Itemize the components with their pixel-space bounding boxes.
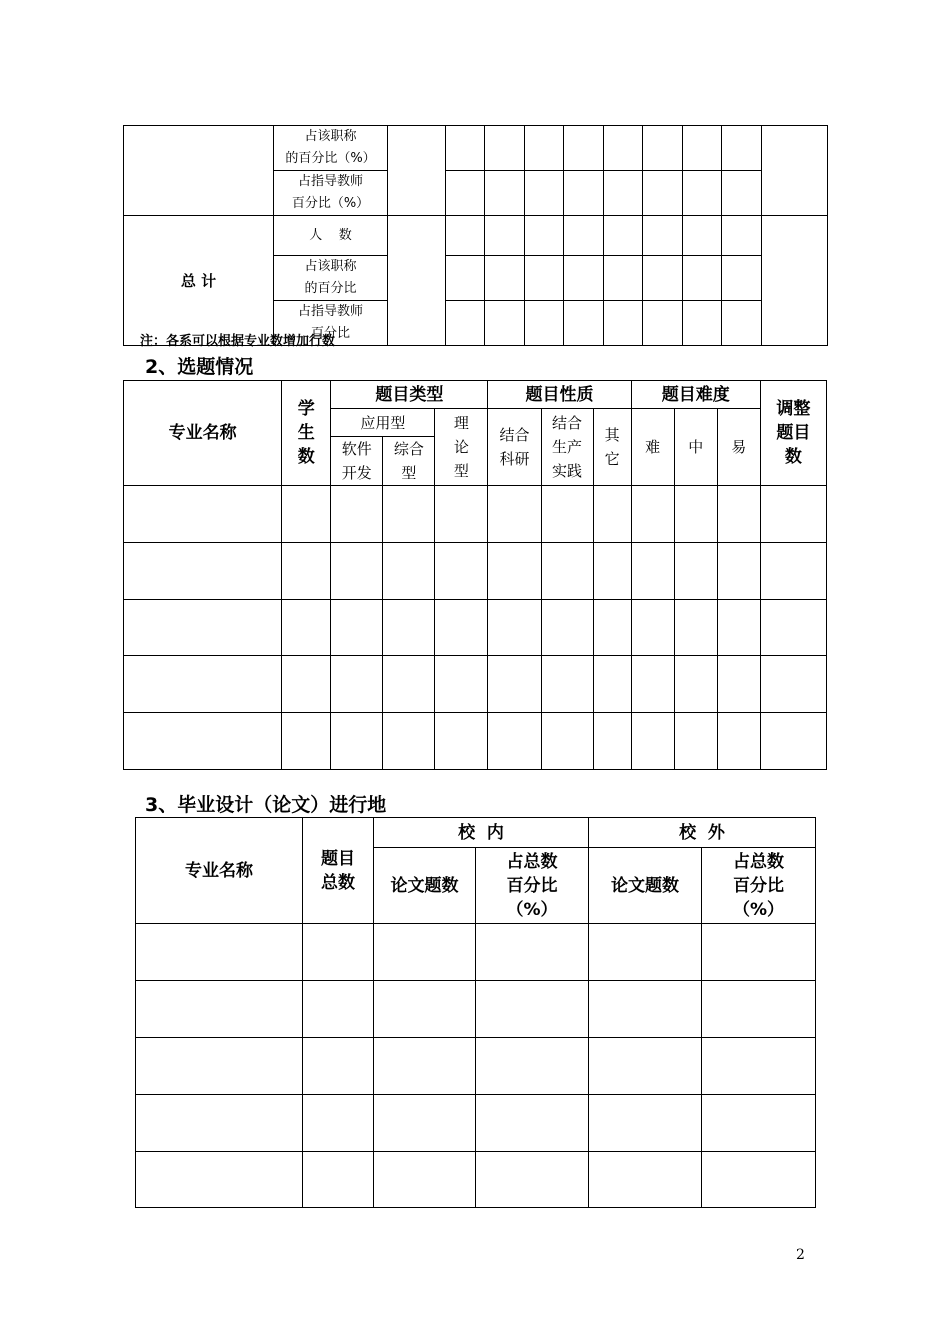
data-cell[interactable]	[717, 486, 760, 543]
data-cell[interactable]	[589, 1038, 702, 1095]
data-cell[interactable]	[136, 1095, 303, 1152]
data-cell[interactable]	[643, 256, 683, 301]
data-cell[interactable]	[136, 924, 303, 981]
data-cell[interactable]	[136, 1038, 303, 1095]
data-cell[interactable]	[476, 1152, 589, 1208]
data-cell[interactable]	[683, 126, 722, 171]
data-cell[interactable]	[303, 981, 374, 1038]
data-cell[interactable]	[589, 924, 702, 981]
data-cell[interactable]	[124, 600, 282, 656]
data-cell[interactable]	[643, 171, 683, 216]
comprehensive-header: 综合 型	[383, 437, 435, 486]
thesis-location-table	[135, 817, 816, 1208]
staff-table	[123, 125, 828, 346]
total-topics-header: 题目 总数	[303, 818, 374, 924]
data-cell[interactable]	[541, 656, 593, 713]
data-cell[interactable]	[760, 656, 826, 713]
data-cell[interactable]	[589, 1095, 702, 1152]
data-cell[interactable]	[446, 301, 485, 346]
data-cell[interactable]	[282, 656, 331, 713]
data-cell[interactable]	[124, 713, 282, 770]
data-cell[interactable]	[485, 126, 525, 171]
medium-header: 中	[674, 409, 717, 486]
data-cell[interactable]	[488, 600, 541, 656]
major-name-header: 专业名称	[136, 818, 303, 924]
data-cell[interactable]	[593, 543, 631, 600]
data-cell[interactable]	[476, 981, 589, 1038]
data-cell[interactable]	[435, 600, 488, 656]
data-cell[interactable]	[717, 543, 760, 600]
total-pct-of-teachers-label: 占指导教师 百分比	[274, 301, 388, 346]
on-campus-thesis-count-header: 论文题数	[374, 848, 476, 924]
adjusted-topics-header: 调整 题目 数	[760, 381, 826, 486]
data-cell[interactable]	[760, 486, 826, 543]
data-cell[interactable]	[717, 713, 760, 770]
data-cell[interactable]	[435, 543, 488, 600]
off-campus-thesis-count-header: 论文题数	[589, 848, 702, 924]
data-cell[interactable]	[383, 543, 435, 600]
data-cell[interactable]	[374, 1038, 476, 1095]
data-cell[interactable]	[446, 171, 485, 216]
data-cell[interactable]	[525, 256, 564, 301]
data-cell[interactable]	[485, 216, 525, 256]
data-cell[interactable]	[631, 543, 674, 600]
other-header: 其 它	[593, 409, 631, 486]
data-cell[interactable]	[525, 216, 564, 256]
data-cell[interactable]	[124, 543, 282, 600]
data-cell[interactable]	[564, 216, 604, 256]
blank-cell[interactable]	[762, 126, 828, 216]
data-cell[interactable]	[564, 256, 604, 301]
data-cell[interactable]	[631, 600, 674, 656]
data-cell[interactable]	[303, 1095, 374, 1152]
data-cell[interactable]	[331, 600, 383, 656]
data-cell[interactable]	[435, 486, 488, 543]
topic-type-header: 题目类型	[331, 381, 488, 409]
people-count-label: 人 数	[274, 216, 388, 256]
easy-header: 易	[717, 409, 760, 486]
data-cell[interactable]	[124, 486, 282, 543]
data-cell[interactable]	[702, 1152, 816, 1208]
data-cell[interactable]	[722, 256, 762, 301]
data-cell[interactable]	[383, 600, 435, 656]
data-cell[interactable]	[374, 1152, 476, 1208]
data-cell[interactable]	[446, 256, 485, 301]
data-cell[interactable]	[631, 486, 674, 543]
data-cell[interactable]	[541, 600, 593, 656]
topic-selection-table	[123, 380, 827, 770]
section-3-title: 3、毕业设计（论文）进行地	[145, 794, 387, 816]
data-cell[interactable]	[476, 1038, 589, 1095]
page-number: 2	[796, 1247, 805, 1263]
software-dev-header: 软件 开发	[331, 437, 383, 486]
data-cell[interactable]	[674, 713, 717, 770]
data-cell[interactable]	[525, 301, 564, 346]
data-cell[interactable]	[643, 216, 683, 256]
theoretical-type-header: 理 论 型	[435, 409, 488, 486]
data-cell[interactable]	[674, 656, 717, 713]
data-cell[interactable]	[476, 924, 589, 981]
data-cell[interactable]	[643, 301, 683, 346]
production-practice-header: 结合 生产 实践	[541, 409, 593, 486]
data-cell[interactable]	[488, 656, 541, 713]
data-cell[interactable]	[604, 171, 643, 216]
data-cell[interactable]	[525, 171, 564, 216]
data-cell[interactable]	[331, 486, 383, 543]
applied-type-header: 应用型	[331, 409, 435, 437]
data-cell[interactable]	[722, 171, 762, 216]
data-cell[interactable]	[631, 656, 674, 713]
data-cell[interactable]	[282, 713, 331, 770]
data-cell[interactable]	[488, 543, 541, 600]
data-cell[interactable]	[488, 713, 541, 770]
data-cell[interactable]	[631, 713, 674, 770]
data-cell[interactable]	[383, 656, 435, 713]
data-cell[interactable]	[722, 301, 762, 346]
data-cell[interactable]	[674, 486, 717, 543]
pct-of-teachers-label: 占指导教师 百分比（%）	[274, 171, 388, 216]
on-campus-header: 校 内	[374, 818, 589, 848]
topic-nature-header: 题目性质	[488, 381, 631, 409]
data-cell[interactable]	[593, 713, 631, 770]
data-cell[interactable]	[383, 713, 435, 770]
data-cell[interactable]	[383, 486, 435, 543]
pct-of-title-label: 占该职称 的百分比（%）	[274, 126, 388, 171]
data-cell[interactable]	[702, 981, 816, 1038]
off-campus-pct-header: 占总数 百分比 （%）	[702, 848, 816, 924]
data-cell[interactable]	[374, 981, 476, 1038]
data-cell[interactable]	[683, 256, 722, 301]
data-cell[interactable]	[525, 126, 564, 171]
data-cell[interactable]	[446, 216, 485, 256]
data-cell[interactable]	[282, 600, 331, 656]
data-cell[interactable]	[331, 656, 383, 713]
data-cell[interactable]	[604, 126, 643, 171]
major-name-header: 专业名称	[124, 381, 282, 486]
section-2-title: 2、选题情况	[145, 356, 254, 378]
data-cell[interactable]	[589, 1152, 702, 1208]
data-cell[interactable]	[541, 713, 593, 770]
data-cell[interactable]	[331, 713, 383, 770]
data-cell[interactable]	[702, 924, 816, 981]
data-cell[interactable]	[485, 301, 525, 346]
data-cell[interactable]	[136, 1152, 303, 1208]
data-cell[interactable]	[593, 600, 631, 656]
data-cell[interactable]	[564, 171, 604, 216]
data-cell[interactable]	[674, 543, 717, 600]
data-cell[interactable]	[717, 600, 760, 656]
data-cell[interactable]	[760, 600, 826, 656]
data-cell[interactable]	[760, 713, 826, 770]
data-cell[interactable]	[589, 981, 702, 1038]
data-cell[interactable]	[593, 656, 631, 713]
data-cell[interactable]	[760, 543, 826, 600]
off-campus-header: 校 外	[589, 818, 816, 848]
data-cell[interactable]	[674, 600, 717, 656]
data-cell[interactable]	[604, 216, 643, 256]
data-cell[interactable]	[331, 543, 383, 600]
data-cell[interactable]	[136, 981, 303, 1038]
hard-header: 难	[631, 409, 674, 486]
student-count-header: 学 生 数	[282, 381, 331, 486]
data-cell[interactable]	[435, 656, 488, 713]
blank-cell[interactable]	[388, 216, 446, 346]
blank-cell[interactable]	[124, 126, 274, 216]
data-cell[interactable]	[303, 924, 374, 981]
data-cell[interactable]	[564, 126, 604, 171]
blank-cell[interactable]	[762, 216, 828, 346]
data-cell[interactable]	[643, 126, 683, 171]
data-cell[interactable]	[722, 216, 762, 256]
data-cell[interactable]	[722, 126, 762, 171]
data-cell[interactable]	[593, 486, 631, 543]
data-cell[interactable]	[488, 486, 541, 543]
data-cell[interactable]	[683, 171, 722, 216]
data-cell[interactable]	[282, 543, 331, 600]
data-cell[interactable]	[683, 216, 722, 256]
data-cell[interactable]	[702, 1038, 816, 1095]
data-cell[interactable]	[717, 656, 760, 713]
data-cell[interactable]	[446, 126, 485, 171]
total-pct-of-title-label: 占该职称 的百分比	[274, 256, 388, 301]
total-label: 总 计	[124, 216, 274, 346]
topic-difficulty-header: 题目难度	[631, 381, 760, 409]
on-campus-pct-header: 占总数 百分比 （%）	[476, 848, 589, 924]
data-cell[interactable]	[485, 171, 525, 216]
data-cell[interactable]	[435, 713, 488, 770]
data-cell[interactable]	[683, 301, 722, 346]
data-cell[interactable]	[303, 1038, 374, 1095]
data-cell[interactable]	[124, 656, 282, 713]
data-cell[interactable]	[702, 1095, 816, 1152]
blank-cell[interactable]	[388, 126, 446, 216]
table-note: 注：各系可以根据专业数增加行数	[140, 334, 336, 349]
data-cell[interactable]	[476, 1095, 589, 1152]
data-cell[interactable]	[564, 301, 604, 346]
data-cell[interactable]	[282, 486, 331, 543]
data-cell[interactable]	[374, 924, 476, 981]
data-cell[interactable]	[604, 256, 643, 301]
data-cell[interactable]	[541, 543, 593, 600]
data-cell[interactable]	[541, 486, 593, 543]
data-cell[interactable]	[374, 1095, 476, 1152]
research-header: 结合 科研	[488, 409, 541, 486]
data-cell[interactable]	[604, 301, 643, 346]
data-cell[interactable]	[485, 256, 525, 301]
data-cell[interactable]	[303, 1152, 374, 1208]
